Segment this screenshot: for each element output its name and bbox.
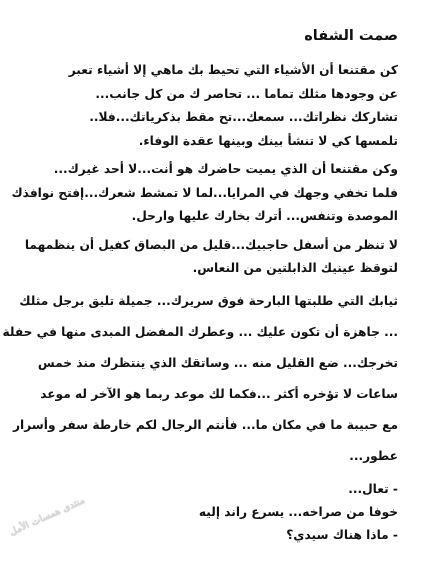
text-line: ثيابك التي طلبتها البارحة فوق سريرك... جميلة تليق برجل مثلك	[19, 293, 398, 308]
text-line: لتوقظ عينيك الذابلتين من النعاس.	[192, 261, 398, 275]
text-line: تشاركك نظراتك... سمعك...تح مقط بذكرياتك...فلا..	[89, 110, 398, 124]
text-line: مع حبيبة ما في مكان ما... فأنتم الرجال لكم خارطة سفر وأسرار	[13, 417, 398, 432]
text-line: عن وجودها مثلك تماما ... تحاصر ك من كل جانب...	[95, 86, 398, 101]
text-line: فلما تخفي وجهك في المرايا...لما لا تمشط شعرك...إفتح نوافذك	[11, 185, 398, 200]
paragraph-4	[2, 286, 398, 472]
text-line: تلمسها كي لا تنشأ بينك وبينها عقدة الوفاء.	[138, 133, 398, 148]
text-line: الموصدة وتنفس... أترك بخارك عليها وارحل.	[131, 209, 398, 223]
text-line: لا تنظر من أسفل حاجبيك...قليل من البصاق كفيل أن ينظمهما	[24, 237, 398, 252]
paragraph-3	[20, 234, 398, 281]
text-line: عطور...	[349, 448, 398, 463]
text-line: تخرجك... ضع القليل منه ... وساتقك الذي ينتظرك منذ خمس	[37, 355, 398, 370]
dialogue-line: خوفا من صراخه... يسرع راند إليه	[198, 504, 398, 519]
page-title: صمت الشفاه	[304, 28, 398, 44]
forum-watermark: منتدى همسات الأمل	[8, 495, 87, 539]
dialogue-line: - ماذا هناك سيدي؟	[286, 527, 398, 542]
text-line: ... جاهزة أن تكون عليك ... وعطرك المفضل المبدى منها في حفلة	[2, 324, 398, 339]
dialogue-block	[20, 478, 398, 547]
text-line: كن مقتنعا أن الأشياء التي تحيط بك ماهي إلا أشياء تعبر	[68, 63, 398, 77]
paragraph-2	[11, 158, 398, 229]
paragraph-1	[20, 59, 398, 153]
dialogue-line: - تعال...	[348, 481, 398, 496]
text-line: ساعات لا تؤخره أكثر ...فكما لك موعد ربما هو الآخر له موعد	[40, 386, 398, 401]
text-line: وكن مقتنعا أن الذي يميت حاضرك هو أنت...لا أحد غيرك...	[53, 162, 398, 176]
